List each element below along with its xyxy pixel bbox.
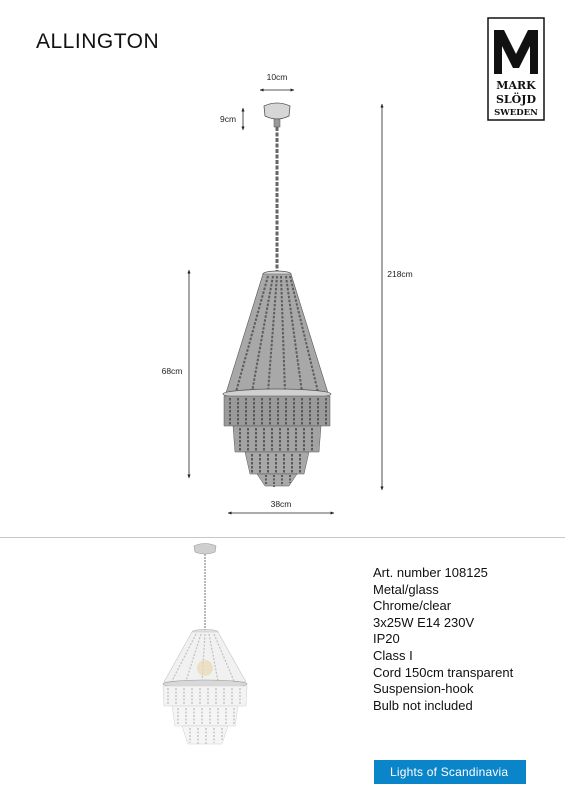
total-height-label: 218cm — [387, 269, 413, 279]
top-width-dimension — [260, 72, 294, 90]
body-height-dimension — [162, 270, 189, 478]
total-height-dimension — [382, 104, 413, 490]
spec-item: Cord 150cm transparent — [373, 664, 514, 680]
canopy-height-label: 9cm — [219, 114, 237, 124]
body-height-label: 68cm — [161, 366, 183, 376]
chandelier-drawing — [223, 103, 331, 487]
section-divider — [0, 537, 565, 538]
product-photo — [150, 540, 260, 758]
body-width-dimension — [228, 499, 334, 513]
spec-item: Bulb not included — [373, 697, 473, 713]
svg-text:MARK: MARK — [496, 79, 536, 92]
footer-banner — [374, 760, 526, 784]
spec-item: Class I — [373, 647, 413, 663]
svg-text:SLÖJD: SLÖJD — [495, 93, 537, 106]
canopy-height-dimension — [220, 108, 243, 130]
body-width-label: 38cm — [270, 499, 292, 509]
svg-text:SWEDEN: SWEDEN — [494, 108, 538, 118]
spec-item: Art. number 108125 — [373, 565, 488, 580]
spec-item: Chrome/clear — [373, 598, 452, 614]
top-width-label: 10cm — [266, 72, 288, 82]
footer-text: Lights of Scandinavia — [390, 765, 509, 779]
spec-list — [373, 565, 513, 714]
spec-item: Metal/glass — [373, 581, 439, 597]
spec-item: 3x25W E14 230V — [373, 614, 475, 630]
product-title: ALLINGTON — [36, 30, 160, 53]
spec-item: Suspension-hook — [373, 681, 474, 697]
spec-item: IP20 — [373, 631, 400, 647]
